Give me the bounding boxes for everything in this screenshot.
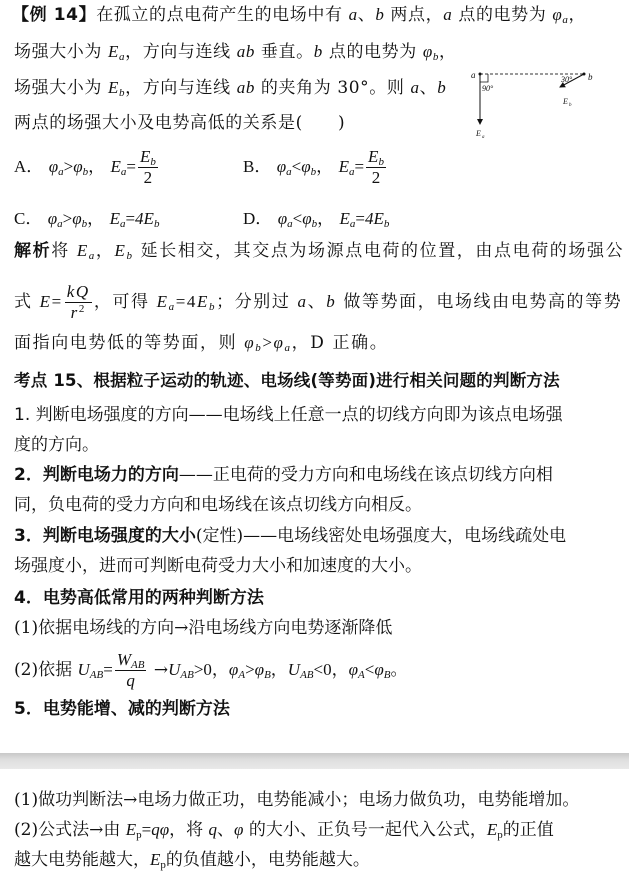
- label-a: a: [471, 70, 476, 80]
- continued-line-2: (2)公式法→由 $E_p=q\varphi$，将 q、φ 的大小、正负号一起代入公式，$E_p$的正值: [14, 820, 554, 841]
- fraction-wab-over-q: $\frac{W_{AB}}{q}$: [116, 650, 145, 690]
- example-line-1: 【例 14】在孤立的点电荷产生的电场中有 a、b 两点，a 点的电势为 $\varphi_a$，: [12, 5, 587, 26]
- item-2-line-2: 同，负电荷的受力方向和电场线在该点切线方向相反。: [14, 495, 422, 515]
- field-diagram: [468, 70, 628, 140]
- analysis-label: 解析: [14, 241, 52, 261]
- item-1-line-1: 1. 判断电场强度的方向——电场线上任意一点的切线方向即为该点电场强: [14, 405, 563, 425]
- section-title: 考点 15、根据粒子运动的轨迹、电场线(等势面)进行相关问题的判断方法: [14, 371, 560, 390]
- item-4-heading: 4．电势高低常用的两种判断方法: [14, 588, 264, 608]
- analysis-line-1: 解析将 $E_a$，$E_b$ 延长相交，其交点为场源点电荷的位置，由点电荷的场强公: [14, 241, 625, 262]
- label-b: b: [588, 72, 593, 82]
- item-3-line-1: 3．判断电场强度的大小(定性)——电场线密处电场强度大，电场线疏处电: [14, 526, 567, 546]
- continued-line-3: 越大电势能越大，$E_p$的负值越小，电势能越大。: [14, 850, 370, 871]
- field-a-sub: a: [482, 135, 485, 140]
- item-4-sub-2: (2)依据 $U_{AB}=$ $\frac{W_{AB}}{q}$ $\to U_{AB}>0$，$\varphi_A>\varphi_B$，$U_{AB}<0$，$\varphi_A<\varphi_B$。: [14, 650, 408, 690]
- item-1-line-2: 度的方向。: [14, 435, 99, 455]
- field-b-sub: b: [569, 103, 572, 108]
- item-4-sub-1: (1)依据电场线的方向→沿电场线方向电势逐渐降低: [14, 618, 393, 638]
- angle-30-label: 30°: [561, 75, 573, 84]
- field-a-label: E: [476, 129, 481, 138]
- fraction-eb-over-2: $\frac{E_b}{2}$: [368, 147, 384, 187]
- angle-90-label: 90°: [482, 84, 494, 93]
- arrow-icon: →: [148, 660, 169, 680]
- example-line-2: 场强大小为 $E_a$，方向与连线 ab 垂直。b 点的电势为 $\varphi_b$，: [14, 42, 457, 63]
- page-break-separator: [0, 753, 629, 769]
- option-c[interactable]: C． $\varphi_a>\varphi_b$， $E_a=4E_b$: [14, 209, 160, 230]
- example-label: 【例 14】: [12, 5, 97, 25]
- option-d[interactable]: D． $\varphi_a<\varphi_b$， $E_a=4E_b$: [243, 209, 390, 230]
- example-line-3: 场强大小为 $E_b$，方向与连线 ab 的夹角为 30°。则 a、b: [14, 78, 447, 99]
- analysis-line-2: 式 E= $\frac{kQ}{r^2}$ ，可得 $E_a=4E_b$；分别过 a、b 做等势面，电场线由电势高的等势: [14, 282, 623, 322]
- continued-line-1: (1)做功判断法→电场力做正功，电势能减小；电场力做负功，电势能增加。: [14, 790, 580, 810]
- right-angle-mark: [480, 74, 488, 82]
- example-line-4: 两点的场强大小及电势高低的关系是( ): [14, 113, 346, 133]
- field-b-label: E: [563, 97, 568, 106]
- fraction-kq-over-r2: $\frac{kQ}{r^2}$: [66, 282, 90, 322]
- item-5-heading: 5．电势能增、减的判断方法: [14, 699, 230, 719]
- item-2-line-1: 2．判断电场力的方向——正电荷的受力方向和电场线在该点切线方向相: [14, 465, 553, 485]
- option-a[interactable]: A． $\varphi_a>\varphi_b$， $E_a=$ $\frac{E_b}{2}$: [14, 147, 156, 187]
- fraction-eb-over-2: $\frac{E_b}{2}$: [139, 147, 156, 187]
- option-b[interactable]: B． $\varphi_a<\varphi_b$， $E_a=$ $\frac{E_b}{2}$: [243, 147, 384, 187]
- analysis-line-3: 面指向电势低的等势面，则 $\varphi_b>\varphi_a$，D 正确。: [14, 333, 389, 354]
- item-3-line-2: 场强度小，进而可判断电荷受力大小和加速度的大小。: [14, 556, 422, 576]
